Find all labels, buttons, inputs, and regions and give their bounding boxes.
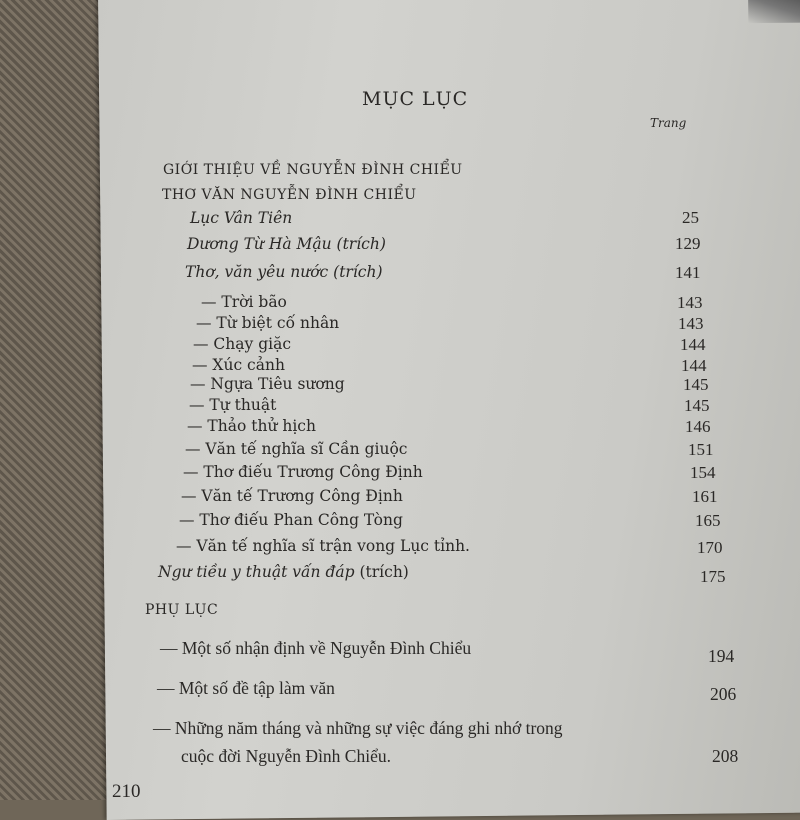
- toc-entry: — Thơ điếu Phan Công Tòng: [179, 511, 403, 529]
- toc-entry-title: Ngư tiều y thuật vấn đáp: [158, 563, 355, 581]
- toc-entry: — Xúc cảnh: [192, 356, 285, 374]
- toc-page: 25: [682, 208, 699, 227]
- toc-entry: — Thảo thử hịch: [187, 417, 316, 435]
- toc-entry: — Thơ điếu Trương Công Định: [183, 463, 423, 481]
- toc-entry: — Ngựa Tiêu sương: [190, 375, 345, 393]
- toc-page: 129: [675, 234, 701, 253]
- toc-entry: Lục Vân Tiên: [190, 209, 293, 227]
- toc-entry: Dương Từ Hà Mậu (trích): [187, 235, 386, 253]
- page-title: MỤC LỤC: [362, 88, 469, 110]
- toc-entry: — Chạy giặc: [193, 335, 291, 353]
- toc-page: 143: [677, 293, 703, 312]
- toc-page: 161: [692, 487, 718, 506]
- toc-page: 144: [680, 335, 706, 354]
- appendix-entry: — Một số đề tập làm văn: [157, 678, 335, 698]
- toc-entry: — Từ biệt cố nhân: [196, 314, 340, 332]
- toc-page: 146: [685, 417, 711, 436]
- page-number: 210: [112, 781, 141, 802]
- toc-page: 154: [690, 463, 716, 482]
- toc-entry: — Văn tế nghĩa sĩ Cần giuộc: [185, 440, 408, 458]
- toc-page: 143: [678, 314, 704, 333]
- toc-page: 165: [695, 511, 721, 530]
- appendix-entry-continued: cuộc đời Nguyễn Đình Chiểu.: [181, 746, 391, 766]
- toc-entry: — Tự thuật: [189, 396, 277, 414]
- toc-page: 144: [681, 356, 707, 375]
- page-column-label: Trang: [650, 116, 687, 130]
- toc-entry: — Văn tế nghĩa sĩ trận vong Lục tỉnh.: [176, 537, 470, 555]
- toc-page: 141: [675, 263, 701, 282]
- toc-entry: Thơ, văn yêu nước (trích): [185, 263, 383, 281]
- appendix-entry: — Một số nhận định về Nguyễn Đình Chiểu: [160, 638, 472, 658]
- section-intro: GIỚI THIỆU VỀ NGUYỄN ĐÌNH CHIỂU: [163, 162, 463, 178]
- toc-entry: — Văn tế Trương Công Định: [181, 487, 403, 505]
- section-works: THƠ VĂN NGUYỄN ĐÌNH CHIỂU: [162, 187, 417, 203]
- section-appendix: PHỤ LỤC: [145, 602, 219, 618]
- fabric-background: [0, 0, 110, 800]
- toc-entry-note: (trích): [359, 563, 409, 581]
- page-shadow: [748, 0, 800, 23]
- toc-entry: — Trời bão: [201, 293, 287, 311]
- toc-page: 170: [697, 538, 723, 557]
- toc-page: 151: [688, 440, 714, 459]
- toc-page: 175: [700, 567, 726, 586]
- appendix-page: 206: [710, 684, 737, 704]
- toc-page: 145: [684, 396, 710, 415]
- toc-entry: [158, 565, 409, 581]
- appendix-page: 194: [708, 646, 735, 666]
- toc-page: 145: [683, 375, 709, 394]
- appendix-page: 208: [712, 746, 739, 766]
- appendix-entry: — Những năm tháng và những sự việc đáng ghi nhớ trong: [153, 718, 563, 738]
